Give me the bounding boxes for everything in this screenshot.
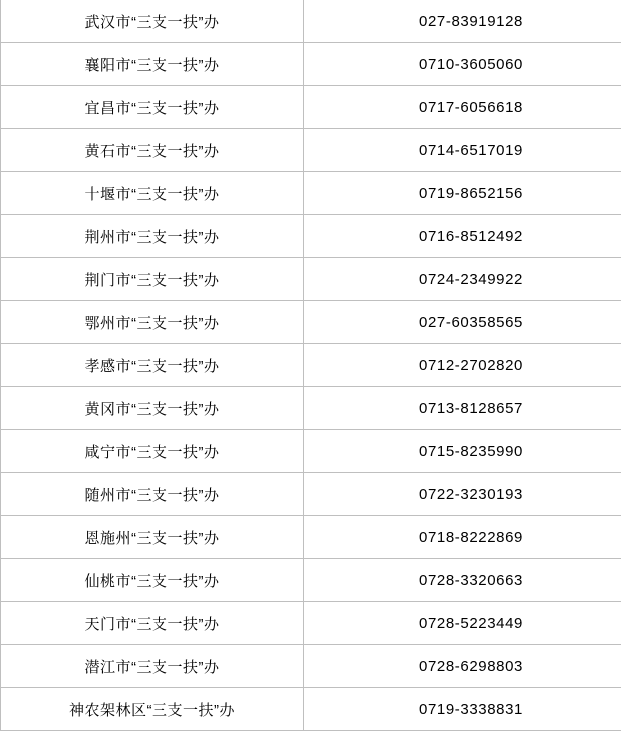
organization-cell: 黄石市“三支一扶”办 (1, 129, 304, 172)
phone-cell (304, 688, 621, 731)
phone-number: 0722-3230193 (419, 485, 523, 503)
table-row (1, 129, 621, 172)
table-row (1, 473, 621, 516)
table-row (1, 0, 621, 43)
phone-cell (304, 559, 621, 602)
table-row (1, 688, 621, 731)
table-row (1, 602, 621, 645)
phone-cell (304, 129, 621, 172)
phone-number: 0714-6517019 (419, 141, 523, 159)
phone-number: 0715-8235990 (419, 442, 523, 460)
organization-cell: 恩施州“三支一扶”办 (1, 516, 304, 559)
table-row (1, 301, 621, 344)
phone-number: 0724-2349922 (419, 270, 523, 288)
organization-cell: 武汉市“三支一扶”办 (1, 0, 304, 43)
phone-cell (304, 645, 621, 688)
phone-cell (304, 387, 621, 430)
phone-cell (304, 301, 621, 344)
table-row (1, 215, 621, 258)
phone-cell (304, 430, 621, 473)
table-row (1, 387, 621, 430)
table-row (1, 86, 621, 129)
phone-cell (304, 344, 621, 387)
organization-cell: 荆州市“三支一扶”办 (1, 215, 304, 258)
contact-table-body (1, 0, 621, 731)
phone-number: 0712-2702820 (419, 356, 523, 374)
phone-cell (304, 43, 621, 86)
phone-cell (304, 172, 621, 215)
phone-number: 027-60358565 (419, 313, 523, 331)
table-row (1, 344, 621, 387)
phone-cell (304, 258, 621, 301)
table-row (1, 516, 621, 559)
phone-number: 0717-6056618 (419, 98, 523, 116)
phone-number: 0728-5223449 (419, 614, 523, 632)
phone-number: 0710-3605060 (419, 55, 523, 73)
phone-cell (304, 516, 621, 559)
phone-number: 027-83919128 (419, 12, 523, 30)
organization-cell: 神农架林区“三支一扶”办 (1, 688, 304, 731)
organization-cell: 潜江市“三支一扶”办 (1, 645, 304, 688)
organization-cell: 咸宁市“三支一扶”办 (1, 430, 304, 473)
organization-cell: 天门市“三支一扶”办 (1, 602, 304, 645)
phone-cell (304, 473, 621, 516)
organization-cell: 孝感市“三支一扶”办 (1, 344, 304, 387)
phone-cell (304, 86, 621, 129)
organization-cell: 黄冈市“三支一扶”办 (1, 387, 304, 430)
phone-number: 0718-8222869 (419, 528, 523, 546)
phone-number: 0719-3338831 (419, 700, 523, 718)
organization-cell: 鄂州市“三支一扶”办 (1, 301, 304, 344)
table-row (1, 430, 621, 473)
table-row (1, 258, 621, 301)
organization-cell: 十堰市“三支一扶”办 (1, 172, 304, 215)
phone-number: 0716-8512492 (419, 227, 523, 245)
phone-number: 0719-8652156 (419, 184, 523, 202)
phone-cell (304, 0, 621, 43)
table-row (1, 43, 621, 86)
phone-cell (304, 215, 621, 258)
organization-cell: 襄阳市“三支一扶”办 (1, 43, 304, 86)
table-row (1, 559, 621, 602)
phone-cell (304, 602, 621, 645)
phone-number: 0728-3320663 (419, 571, 523, 589)
organization-cell: 随州市“三支一扶”办 (1, 473, 304, 516)
organization-cell: 仙桃市“三支一扶”办 (1, 559, 304, 602)
organization-cell: 宜昌市“三支一扶”办 (1, 86, 304, 129)
phone-number: 0728-6298803 (419, 657, 523, 675)
table-row (1, 645, 621, 688)
phone-number: 0713-8128657 (419, 399, 523, 417)
organization-cell: 荆门市“三支一扶”办 (1, 258, 304, 301)
table-row (1, 172, 621, 215)
